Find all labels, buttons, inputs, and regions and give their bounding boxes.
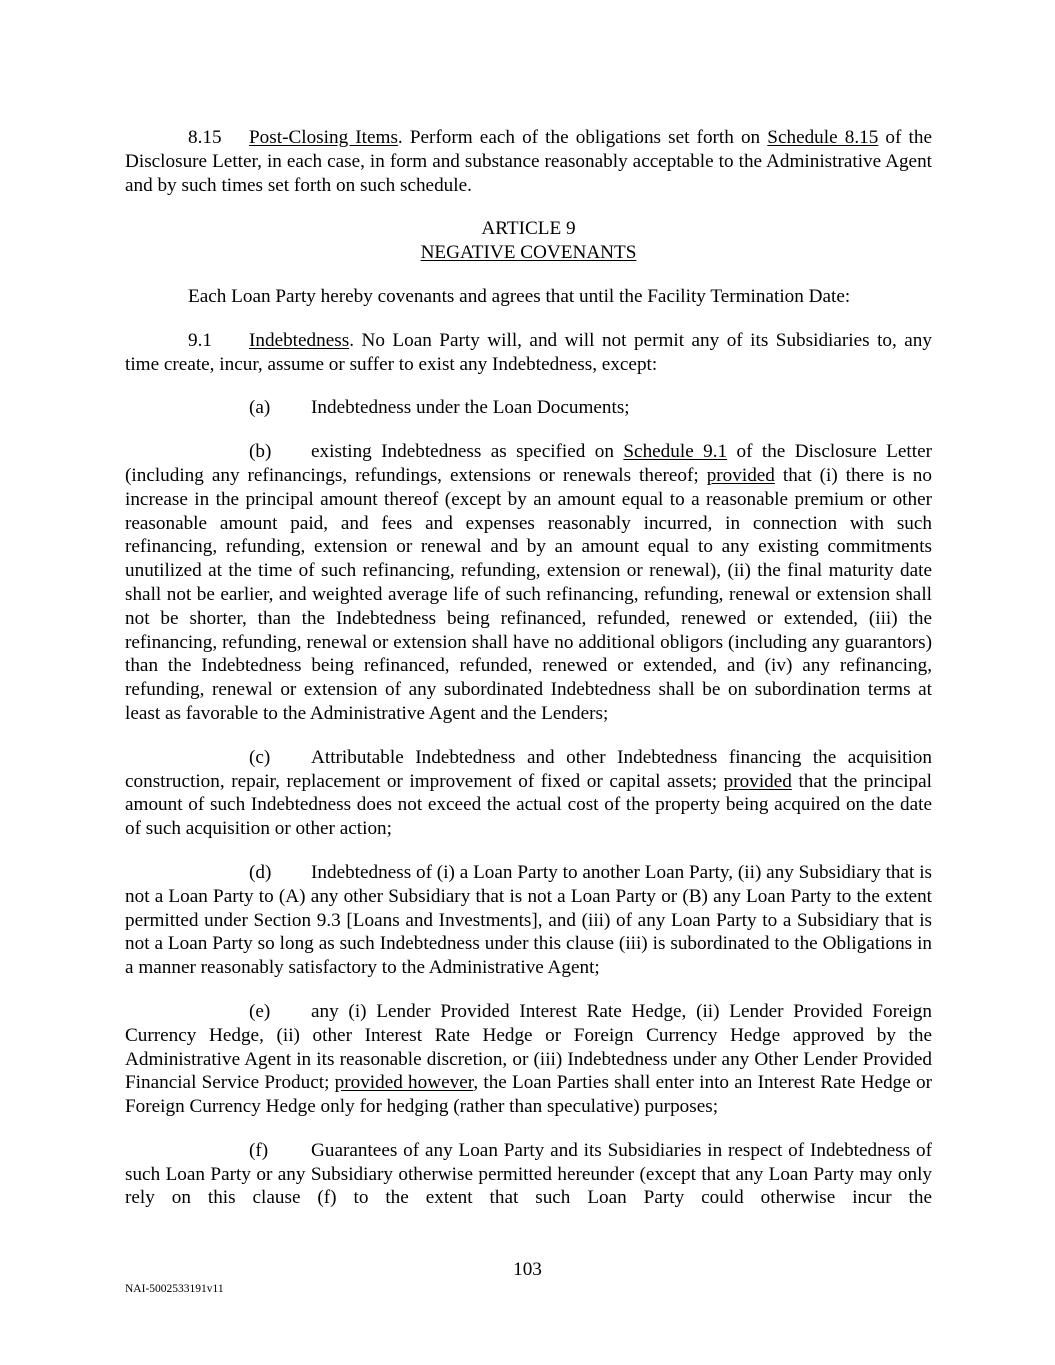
page-number: 103 (513, 1259, 542, 1280)
clause-a: (a) Indebtedness under the Loan Documents; (249, 397, 630, 419)
section-8-15: 8.15 Post-Closing Items. Perform each of the obligations set forth on Schedule 8.15 of the Disclosure Letter, in each case, in form and substance reasonably acceptable to the Administrative Agent and by such times set forth on such schedule. (125, 127, 932, 196)
clause-c: (c) Attributable Indebtedness and other Indebtedness financing the acquisition construction, repair, replacement or improvement of fixed or capital assets; provided that the principal amount of such Indebtedness does not exceed the actual cost of the property being acquired on the date of such acquisition or other action; (125, 746, 932, 840)
clause-label: (a) (249, 397, 271, 419)
section-9-1: 9.1 Indebtedness. No Loan Party will, and will not permit any of its Subsidiaries to, any time create, incur, assume or suffer to exist any Indebtedness, except: (125, 329, 932, 375)
section-heading: Indebtedness (249, 329, 350, 351)
clause-label: (e) (249, 1000, 271, 1022)
schedule-reference: Schedule 9.1 (623, 441, 728, 463)
provided-term: provided (723, 770, 792, 792)
provided-however-term: provided however (334, 1072, 474, 1094)
clause-label: (d) (249, 861, 272, 883)
intro-paragraph: Each Loan Party hereby covenants and agrees that until the Facility Termination Date: (188, 285, 851, 307)
section-number: 9.1 (188, 329, 212, 351)
schedule-reference: Schedule 8.15 (767, 127, 879, 148)
clause-label: (f) (249, 1139, 269, 1161)
clause-label: (c) (249, 746, 271, 768)
clause-label: (b) (249, 441, 272, 463)
article-title: NEGATIVE COVENANTS (420, 242, 637, 264)
document-page (125, 126, 932, 1210)
section-number: 8.15 (188, 127, 222, 148)
clause-d: (d) Indebtedness of (i) a Loan Party to another Loan Party, (ii) any Subsidiary that is not a Loan Party to (A) any other Subsidiary that is not a Loan Party or (B) any Loan Party to the extent permitted under Section 9.3 [Loans and Investments], and (iii) of any Loan Party to a Subsidiary that is not a Loan Party so long as such Indebtedness under this clause (iii) is subordinated to the Obligations in a manner reasonably satisfactory to the Administrative Agent; (125, 861, 932, 979)
provided-term: provided (706, 464, 775, 486)
clause-f: (f) Guarantees of any Loan Party and its Subsidiaries in respect of Indebtedness of such Loan Party or any Subsidiary otherwise permitted hereunder (except that any Loan Party may only rely on this clause (f) to the extent that such Loan Party could otherwise incur the (125, 1139, 932, 1209)
clause-e: (e) any (i) Lender Provided Interest Rate Hedge, (ii) Lender Provided Foreign Currency Hedge, (ii) other Interest Rate Hedge or Foreign Currency Hedge approved by the Administrative Agent in its reasonable discretion, or (iii) Indebtedness under any Other Lender Provided Financial Service Product; provided however, the Loan Parties shall enter into an Interest Rate Hedge or Foreign Currency Hedge only for hedging (rather than speculative) purposes; (125, 1000, 932, 1118)
document-id: NAI-5002533191v11 (125, 1283, 224, 1295)
clause-b: (b) existing Indebtedness as specified on Schedule 9.1 of the Disclosure Letter (including any refinancings, refundings, extensions or renewals thereof; provided that (i) there is no increase in the principal amount thereof (except by an amount equal to a reasonable premium or other reasonable amount paid, and fees and expenses reasonably incurred, in connection with such refinancing, refunding, extension or renewal and by an amount equal to any existing commitments unutilized at the time of such refinancing, refunding, extension or renewal), (ii) the final maturity date shall not be earlier, and weighted average life of such refinancing, refunding, renewal or extension shall not be shorter, than the Indebtedness being refinanced, refunded, renewed or extended, (iii) the refinancing, refunding, renewal or extension shall have no additional obligors (including any guarantors) than the Indebtedness being refinanced, refunded, renewed or extended, and (iv) any refinancing, refunding, renewal or extension of any subordinated Indebtedness shall be on subordination terms at least as favorable to the Administrative Agent and the Lenders; (125, 441, 932, 724)
section-heading: Post-Closing Items (249, 127, 398, 148)
article-heading (125, 217, 932, 265)
article-number: ARTICLE 9 (481, 218, 576, 240)
